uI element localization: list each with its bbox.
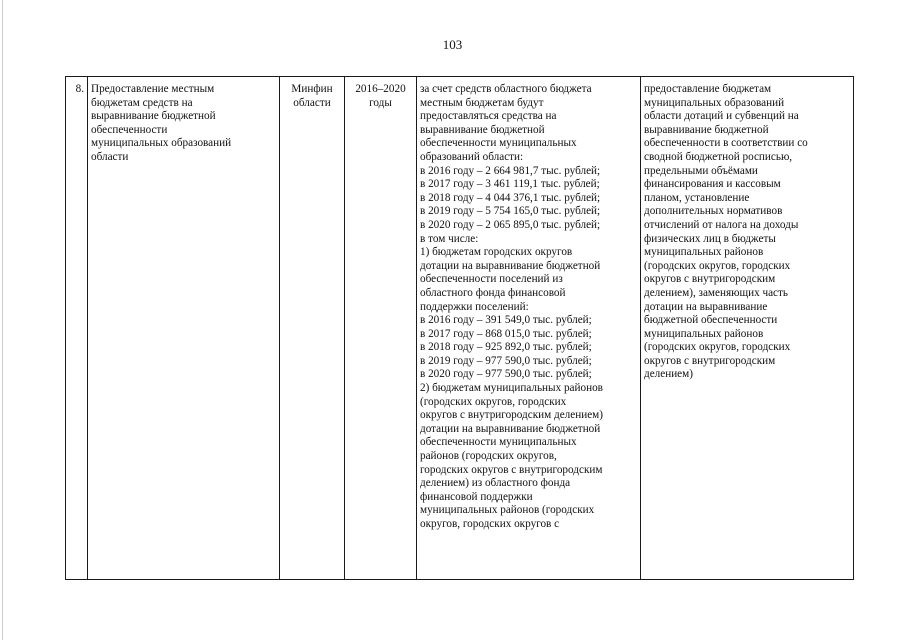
funding-line: в 2018 году – 925 892,0 тыс. рублей; [420,341,592,354]
result-line: округов с внутригородским [644,273,776,286]
measure-name-cell [88,77,280,580]
result-line: муниципальных районов [644,327,764,340]
executor-line: области [293,96,331,109]
funding-line: в 2020 году – 977 590,0 тыс. рублей; [420,368,592,381]
funding-line: округов, городских округов с [420,518,560,530]
period-line: годы [369,96,392,109]
result-line: отчислений от налога на доходы [644,218,799,231]
result-line: предоставление бюджетам [644,83,772,95]
funding-line: предоставляться средства на [420,110,557,123]
funding-line: районов (городских округов, [420,450,557,463]
funding-line: обеспеченности муниципальных [420,436,577,449]
result-line: (городских округов, городских [644,341,791,354]
funding-line: дотации на выравнивание бюджетной [420,259,601,272]
result-line: области дотаций и субвенций на [644,110,799,123]
funding-line: 2) бюджетам муниципальных районов [420,382,603,395]
period-line: 2016–2020 [355,83,406,95]
result-line: планом, установление [644,191,750,204]
result-line: обеспеченности в соответствии со [644,137,808,150]
measure-name-line: бюджетам средств на [91,96,193,109]
funding-line: поддержки поселений: [420,300,529,313]
result-line: муниципальных районов [644,246,764,259]
funding-line: за счет средств областного бюджета [420,83,592,95]
funding-line: городских округов с внутригородским [420,463,603,476]
funding-line: обеспеченности поселений из [420,273,563,286]
executor-line: Минфин [291,83,333,95]
executor-cell [280,77,345,580]
funding-line: в 2017 году – 868 015,0 тыс. рублей; [420,327,592,340]
funding-line: в 2018 году – 4 044 376,1 тыс. рублей; [420,191,601,204]
result-line: финансирования и кассовым [644,178,781,191]
result-line: округов с внутригородским [644,354,776,367]
funding-line: в 2017 году – 3 461 119,1 тыс. рублей; [420,178,600,191]
measures-table [65,76,854,580]
funding-line: дотации на выравнивание бюджетной [420,422,601,435]
result-line: (городских округов, городских [644,259,791,272]
funding-cell [417,77,641,580]
result-line: бюджетной обеспеченности [644,314,778,327]
result-line: муниципальных образований [644,96,785,109]
result-line: выравнивание бюджетной [644,123,769,136]
funding-line: областного фонда финансовой [420,286,566,299]
funding-line: финансовой поддержки [420,490,533,503]
funding-line: в 2020 году – 2 065 895,0 тыс. рублей; [420,218,601,231]
expected-result-cell [641,77,854,580]
funding-line: обеспеченности муниципальных [420,137,577,150]
funding-line: 1) бюджетам городских округов [420,246,573,259]
funding-line: образований области: [420,150,524,163]
result-line: делением) [644,368,693,381]
measure-name-line: обеспеченности [91,123,168,136]
funding-line: местным бюджетам будут [420,96,544,109]
funding-line: в 2019 году – 977 590,0 тыс. рублей; [420,354,592,367]
period-cell [345,77,417,580]
funding-line: выравнивание бюджетной [420,123,545,136]
funding-line: (городских округов, городских [420,395,567,408]
result-line: дополнительных нормативов [644,205,783,218]
page-edge-line [2,0,3,640]
result-line: предельными объёмами [644,164,758,177]
page-number: 103 [442,37,463,52]
row-number: 8. [75,83,84,95]
result-line: физических лиц в бюджеты [644,232,776,245]
table-row [66,77,854,580]
result-line: сводной бюджетной росписью, [644,150,793,163]
funding-line: округов с внутригородским делением) [420,409,603,422]
funding-line: в 2016 году – 391 549,0 тыс. рублей; [420,314,592,327]
result-line: дотации на выравнивание [644,300,768,313]
measure-name-line: Предоставление местным [91,83,215,95]
funding-line: муниципальных районов (городских [420,504,595,517]
funding-line: в 2019 году – 5 754 165,0 тыс. рублей; [420,205,601,218]
row-number-cell [66,77,88,580]
funding-line: в 2016 году – 2 664 981,7 тыс. рублей; [420,164,601,177]
funding-line: в том числе: [420,232,479,245]
measure-name-line: выравнивание бюджетной [91,110,216,123]
result-line: делением), заменяющих часть [644,286,789,299]
measure-name-line: области [91,150,129,163]
funding-line: делением) из областного фонда [420,477,571,490]
measure-name-line: муниципальных образований [91,137,232,150]
